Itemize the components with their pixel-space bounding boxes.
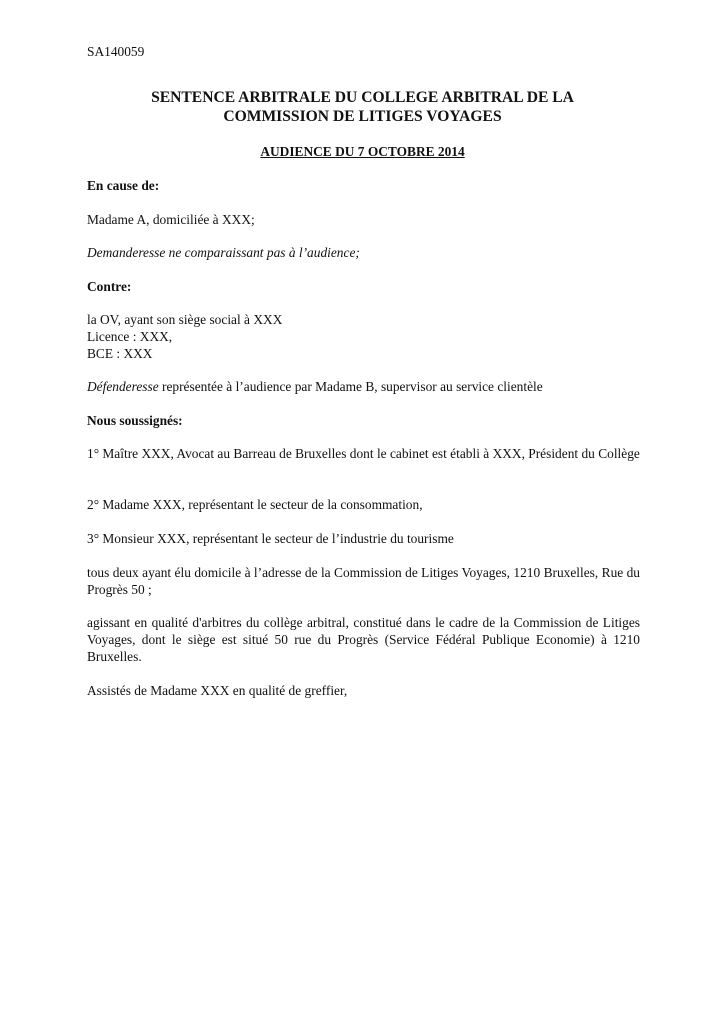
contre-heading: Contre: [87,279,132,294]
reference-number: SA140059 [87,44,145,59]
defendant-line-1: la OV, ayant son siège social à XXX [87,312,283,327]
hearing-date-wrapper [0,143,725,160]
defendant-role: Défenderesse [87,379,159,394]
arbiter-3: 3° Monsieur XXX, représentant le secteur de l’industrie du tourisme [87,531,454,546]
defendant-rep: représentée à l’audience par Madame B, supervisor au service clientèle [158,379,543,394]
claimant-note: Demanderesse ne comparaissant pas à l’audience; [87,245,360,260]
defendant-representation [87,378,543,395]
defendant-line-2: Licence : XXX, [87,329,173,344]
title-line-1: SENTENCE ARBITRALE DU COLLEGE ARBITRAL DE LA [151,89,574,106]
clerk-line: Assistés de Madame XXX en qualité de greffier, [87,683,348,698]
claimant: Madame A, domiciliée à XXX; [87,212,255,227]
acting-paragraph: agissant en qualité d'arbitres du collège arbitral, constitué dans le cadre de la Commission de Litiges Voyages, dont le siège est situé 50 rue du Progrès (Service Fédéral Publique Economie) à 1210 Bruxelles. [87,615,640,664]
title-line-2: COMMISSION DE LITIGES VOYAGES [223,108,502,125]
domicile-paragraph: tous deux ayant élu domicile à l’adresse de la Commission de Litiges Voyages, 1210 Bruxelles, Rue du Progrès 50 ; [87,565,640,597]
en-cause-heading: En cause de: [87,178,160,193]
defendant-line-3: BCE : XXX [87,346,153,361]
nous-heading: Nous soussignés: [87,413,183,428]
arbiter-2: 2° Madame XXX, représentant le secteur de la consommation, [87,497,423,512]
hearing-date: AUDIENCE DU 7 OCTOBRE 2014 [260,144,465,159]
arbiter-1: 1° Maître XXX, Avocat au Barreau de Bruxelles dont le cabinet est établi à XXX, Président du Collège [87,446,640,461]
